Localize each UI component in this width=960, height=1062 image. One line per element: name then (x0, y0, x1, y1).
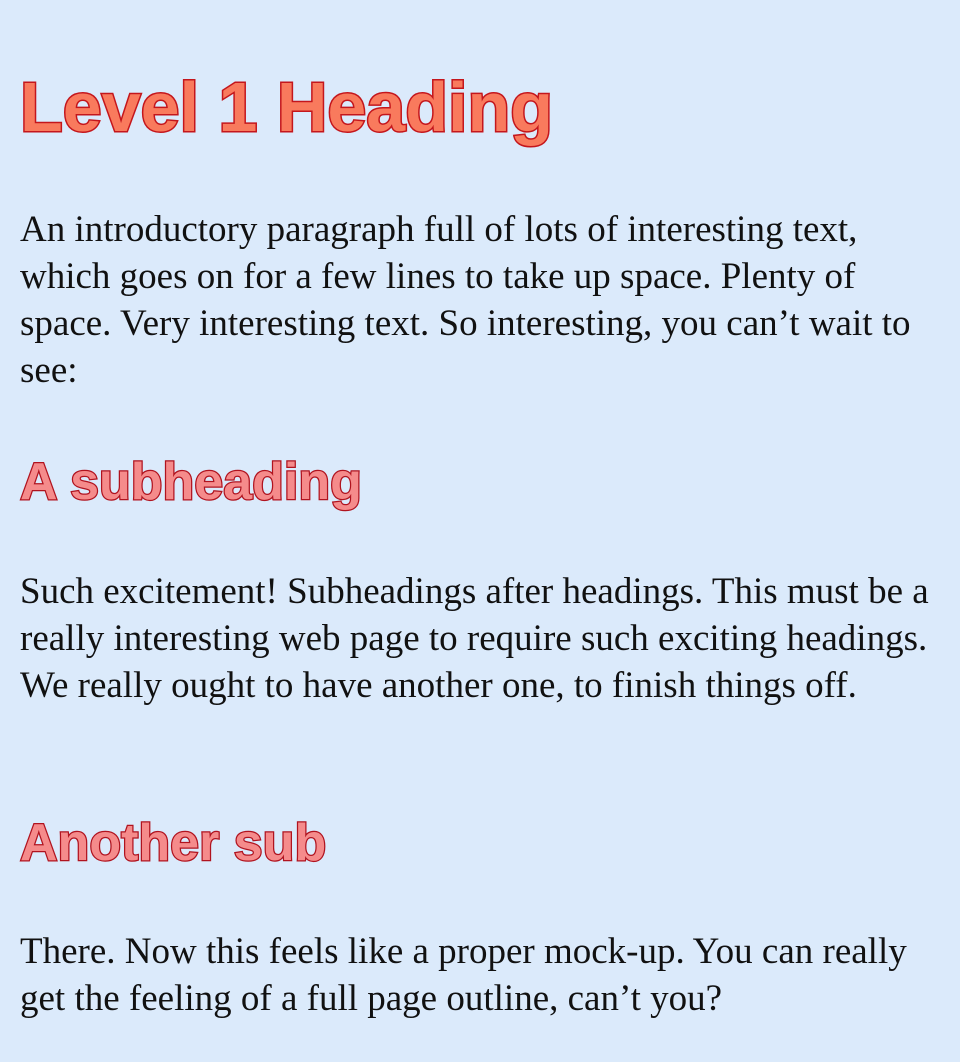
paragraph-2: Such excitement! Subheadings after headings. This must be a really interesting web page to require such exciting headings. We really ought to have another one, to finish things off. (20, 571, 929, 706)
page-title: Level 1 Heading (20, 68, 553, 146)
intro-paragraph: An introductory paragraph full of lots of interesting text, which goes on for a few lines to take up space. Plenty of space. Very interesting text. So interesting, you can’t wait to see: (20, 209, 911, 391)
subheading-1: A subheading (20, 453, 362, 511)
paragraph-3: There. Now this feels like a proper mock-up. You can really get the feeling of a full page outline, can’t you? (20, 931, 907, 1019)
subheading-2: Another sub (20, 814, 327, 872)
